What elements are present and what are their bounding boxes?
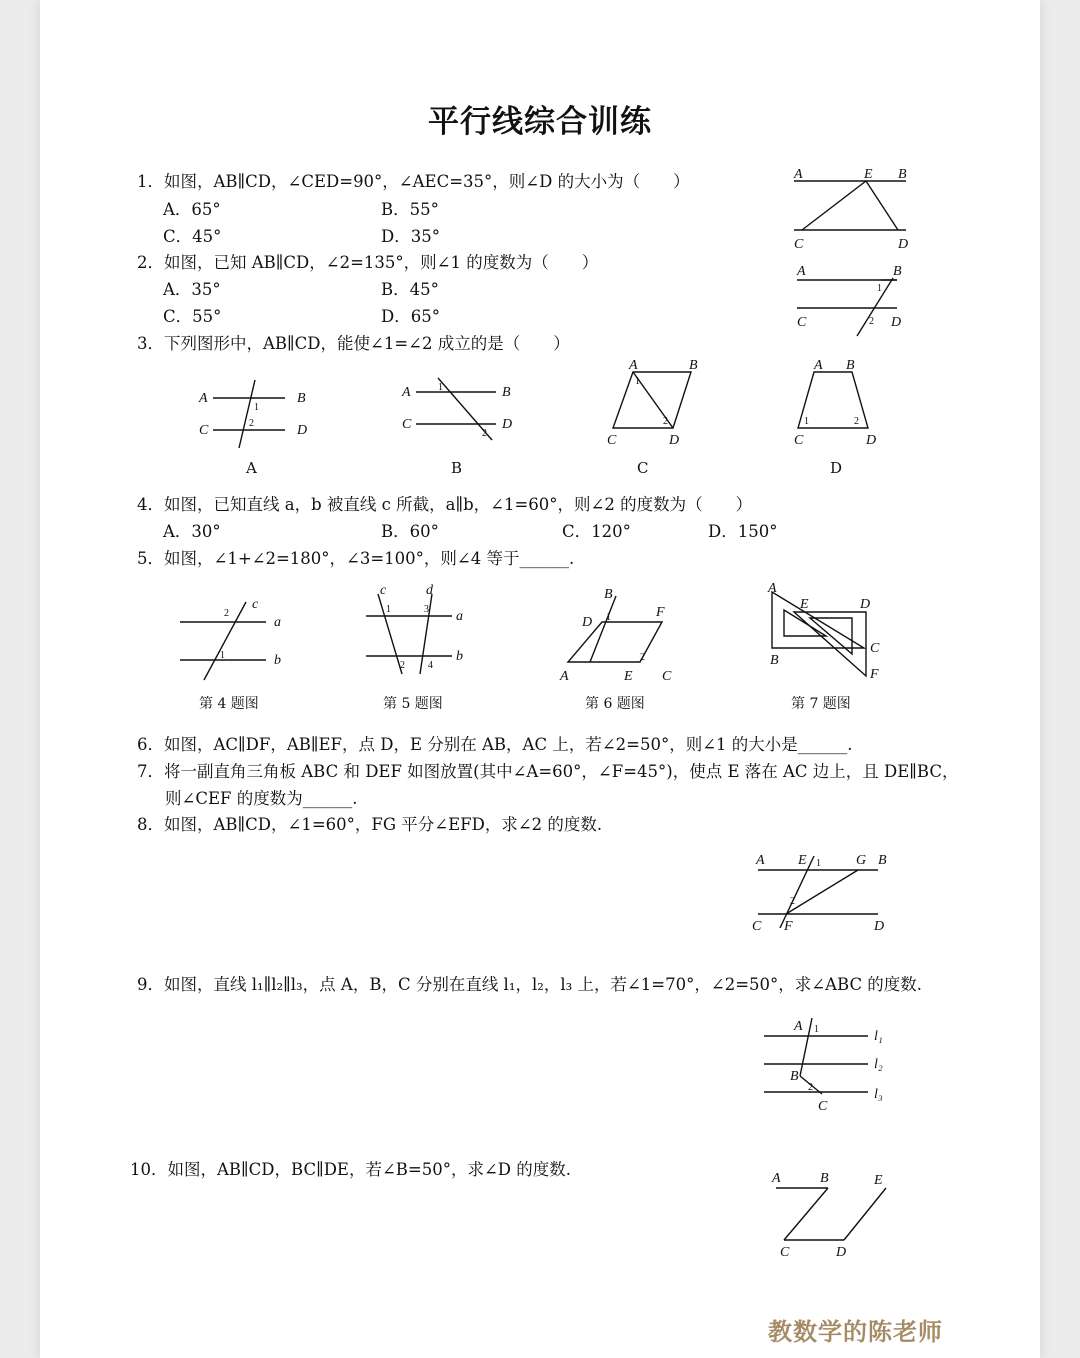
fig10-label-b: B [820, 1171, 829, 1186]
fig3c-label-a: A [629, 358, 638, 373]
fig2-label-b: B [893, 264, 902, 279]
fig1-label-e: E [864, 167, 873, 182]
fig6-label-a: A [560, 669, 569, 684]
fig10-label-e: E [874, 1173, 883, 1188]
fig6-label-c: C [662, 669, 672, 684]
figure-q3-b [400, 376, 530, 451]
fig4-angle-2: 2 [224, 608, 229, 619]
question-7-line-1: 7．将一副直角三角板 ABC 和 DEF 如图放置(其中∠A=60°，∠F=45°)，使点 E 落在 AC 边上，且 DE∥BC， [137, 762, 959, 781]
fig3a-angle-2: 2 [249, 418, 254, 429]
q3-caption-a: A [246, 459, 257, 477]
fig9-angle-2: 2 [808, 1082, 813, 1093]
fig7-label-d: D [860, 597, 871, 612]
fig9-label-l1: l₁ [874, 1029, 883, 1044]
fig3a-label-b: B [297, 391, 306, 406]
fig8-label-b: B [878, 853, 887, 868]
q4-option-b: B．60° [381, 522, 439, 541]
q2-option-b: B．45° [381, 280, 439, 299]
q3-caption-d: D [830, 459, 843, 477]
fig8-label-g: G [856, 853, 867, 868]
fig3a-label-c: C [199, 423, 209, 438]
fig3c-label-b: B [689, 358, 698, 373]
fig9-label-c: C [818, 1099, 828, 1114]
question-10: 10．如图，AB∥CD，BC∥DE，若∠B=50°，求∠D 的度数. [130, 1160, 572, 1179]
fig8-angle-1: 1 [816, 858, 821, 869]
fig7-label-c: C [870, 641, 880, 656]
fig2-label-c: C [797, 315, 807, 330]
question-3: 3．下列图形中，AB∥CD，能使∠1=∠2 成立的是（ ） [137, 334, 570, 353]
fig5-angle-4: 4 [428, 660, 433, 671]
fig3b-label-d: D [502, 417, 513, 432]
fig3c-label-c: C [607, 433, 617, 448]
q4-option-c: C．120° [562, 522, 631, 541]
fig2-label-a: A [797, 264, 806, 279]
question-9: 9．如图，直线 l₁∥l₂∥l₃，点 A，B，C 分别在直线 l₁，l₂，l₃ 上，若∠1=70°，∠2=50°，求∠ABC 的度数. [137, 975, 923, 994]
fig8-label-e: E [798, 853, 807, 868]
fig3c-angle-1: 1 [635, 376, 640, 387]
fig7-label-f: F [870, 667, 879, 682]
fig3d-angle-1: 1 [804, 416, 809, 427]
q1-option-d: D．35° [381, 227, 440, 246]
figure-7-caption: 第 7 题图 [791, 696, 851, 712]
fig7-label-b: B [770, 653, 779, 668]
fig1-label-c: C [794, 237, 804, 252]
fig9-label-l2: l₂ [874, 1057, 883, 1072]
figure-q3-a [195, 378, 315, 453]
fig10-label-a: A [772, 1171, 781, 1186]
fig9-label-b: B [790, 1069, 799, 1084]
page-title: 平行线综合训练 [428, 104, 652, 140]
fig9-label-a: A [794, 1019, 803, 1034]
fig5-label-c: c [380, 583, 387, 598]
fig3b-label-c: C [402, 417, 412, 432]
q1-option-c: C．45° [163, 227, 222, 246]
fig8-angle-2: 2 [790, 896, 795, 907]
q4-option-a: A．30° [163, 522, 221, 541]
fig6-label-d: D [582, 615, 593, 630]
fig5-angle-3: 3 [424, 604, 429, 615]
question-8: 8．如图，AB∥CD，∠1=60°，FG 平分∠EFD，求∠2 的度数. [137, 815, 603, 834]
fig9-label-l3: l₃ [874, 1087, 883, 1102]
fig6-angle-2: 2 [640, 652, 645, 663]
fig6-label-e: E [624, 669, 633, 684]
fig1-label-d: D [898, 237, 909, 252]
q4-option-d: D．150° [708, 522, 778, 541]
figure-4-caption: 第 4 题图 [199, 696, 259, 712]
fig4-label-b: b [274, 653, 281, 668]
question-2: 2．如图，已知 AB∥CD，∠2=135°，则∠1 的度数为（ ） [137, 253, 599, 272]
fig4-label-a: a [274, 615, 281, 630]
fig3b-angle-2: 2 [482, 428, 487, 439]
fig1-label-b: B [898, 167, 907, 182]
figure-5-caption: 第 5 题图 [383, 696, 443, 712]
figure-q3-c [605, 356, 715, 451]
fig3d-angle-2: 2 [854, 416, 859, 427]
fig3a-label-d: D [297, 423, 308, 438]
fig5-label-a: a [456, 609, 463, 624]
fig3d-label-c: C [794, 433, 804, 448]
figure-4 [178, 594, 298, 684]
q3-caption-b: B [451, 459, 463, 477]
figure-q10 [766, 1168, 896, 1263]
fig7-label-a: A [768, 581, 777, 596]
fig9-angle-1: 1 [814, 1024, 819, 1035]
figure-6 [556, 586, 686, 686]
watermark-text: 教数学的陈老师 [768, 1317, 943, 1346]
figure-q1 [780, 160, 920, 260]
fig6-label-f: F [656, 605, 665, 620]
fig7-label-e: E [800, 597, 809, 612]
fig10-label-c: C [780, 1245, 790, 1260]
fig4-angle-1: 1 [220, 650, 225, 661]
figure-q9 [760, 1014, 900, 1114]
q2-option-d: D．65° [381, 307, 440, 326]
figure-6-caption: 第 6 题图 [585, 696, 645, 712]
fig5-label-d: d [426, 583, 433, 598]
q2-option-a: A．35° [163, 280, 221, 299]
figure-q8 [750, 848, 900, 938]
fig5-angle-1: 1 [386, 604, 391, 615]
figure-q2 [785, 258, 925, 338]
fig2-label-d: D [891, 315, 902, 330]
question-4: 4．如图，已知直线 a，b 被直线 c 所截，a∥b，∠1=60°，则∠2 的度数为（ ） [137, 495, 753, 514]
q1-option-a: A．65° [163, 200, 221, 219]
fig8-label-d: D [874, 919, 885, 934]
figure-q3-d [790, 356, 890, 451]
fig4-label-c: c [252, 597, 259, 612]
fig5-label-b: b [456, 649, 463, 664]
fig10-label-d: D [836, 1245, 847, 1260]
fig8-label-a: A [756, 853, 765, 868]
question-6: 6．如图，AC∥DF，AB∥EF，点 D，E 分别在 AB，AC 上，若∠2=50°，则∠1 的大小是______. [137, 735, 853, 754]
fig3b-angle-1: 1 [438, 382, 443, 393]
fig3b-label-b: B [502, 385, 511, 400]
fig6-angle-1: 1 [606, 612, 611, 623]
q2-option-c: C．55° [163, 307, 222, 326]
fig3d-label-d: D [866, 433, 877, 448]
fig3d-label-b: B [846, 358, 855, 373]
figure-7 [766, 580, 896, 685]
fig3a-angle-1: 1 [254, 402, 259, 413]
fig1-label-a: A [794, 167, 803, 182]
fig3a-label-a: A [199, 391, 208, 406]
q1-option-b: B．55° [381, 200, 439, 219]
fig8-label-c: C [752, 919, 762, 934]
question-1: 1．如图，AB∥CD，∠CED=90°，∠AEC=35°，则∠D 的大小为（ ） [137, 172, 690, 191]
fig2-angle-1: 1 [877, 283, 882, 294]
q3-caption-c: C [637, 459, 649, 477]
fig3c-angle-2: 2 [663, 416, 668, 427]
fig3b-label-a: A [402, 385, 411, 400]
question-5: 5．如图，∠1+∠2=180°，∠3=100°，则∠4 等于______. [137, 549, 575, 568]
fig2-angle-2: 2 [869, 316, 874, 327]
fig5-angle-2: 2 [400, 660, 405, 671]
fig3c-label-d: D [669, 433, 680, 448]
fig8-label-f: F [784, 919, 793, 934]
fig6-label-b: B [604, 587, 613, 602]
fig3d-label-a: A [814, 358, 823, 373]
question-7-line-2: 则∠CEF 的度数为______. [165, 789, 358, 808]
figure-5 [360, 584, 480, 684]
